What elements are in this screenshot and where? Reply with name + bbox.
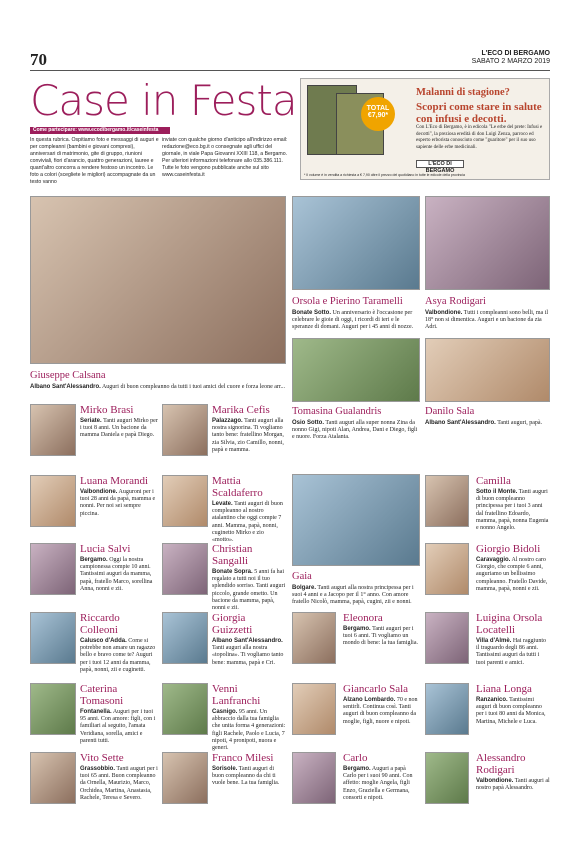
item-photo	[30, 543, 76, 595]
item-name: Luigina Orsola Locatelli	[476, 612, 543, 636]
item-text: Bergamo. Tanti auguri per i tuoi 6 anni. Ti vogliamo un mondo di bene: la tua famiglia.	[343, 626, 418, 647]
item-photo	[30, 752, 76, 804]
item-photo	[30, 404, 76, 456]
ad-headline-2: Scopri come stare in salute con infusi e decotti.	[416, 101, 542, 125]
item-photo	[292, 612, 336, 664]
photo-gaia	[292, 474, 420, 566]
item-name: Caterina Tomasoni	[80, 683, 124, 707]
item-name: Giorgia Guizzetti	[212, 612, 253, 636]
item-text: Palazzago. Tanti auguri alla nostra signorina. Ti vogliamo tanto bene: fratellino Morgan, zia Silvia, zio Camillo, nonni, papà e mamma.	[212, 418, 284, 453]
photo-asya	[425, 196, 550, 290]
item-text: Grassobbio. Tanti auguri per i tuoi 65 anni. Buon compleanno da Ornella, Maurizio, Marco, Orchidea, Martina, Anastasia, Rachele, Teresa e Severo.	[80, 766, 158, 801]
item-photo	[162, 404, 208, 456]
item-text: Casnigo. 95 anni. Un abbraccio dalla tua famiglia che unita forma 4 generazioni: figli Rachele, Paolo e Lucia, 7 nipoti, 4 pronipoti, nuora e generi.	[212, 709, 286, 752]
item-name: Marika Cefis	[212, 404, 270, 416]
header-rule	[30, 70, 550, 71]
photo-taramelli	[292, 196, 420, 290]
item-name: Camilla	[476, 475, 511, 487]
item-text: Bergamo. Oggi la nostra campionessa compie 10 anni. Tantissimi auguri da mamma, papà, fratello Marco, sorellina Anna, nonni e zii.	[80, 557, 153, 592]
advertisement[interactable]	[300, 78, 550, 180]
item-photo	[425, 612, 469, 664]
item-name: Christian Sangalli	[212, 543, 253, 567]
item-name: Liana Longa	[476, 683, 532, 695]
feature-name-taramelli: Orsola e Pierino Taramelli	[292, 296, 403, 307]
page-title: Case in Festa	[30, 76, 297, 125]
item-name: Mattia Scaldaferro	[212, 475, 263, 499]
item-name: Mirko Brasi	[80, 404, 134, 416]
item-photo	[425, 543, 469, 595]
item-name: Eleonora	[343, 612, 383, 624]
item-name: Vito Sette	[80, 752, 124, 764]
item-photo	[292, 683, 336, 735]
ad-logo: L'ECO DI BERGAMO	[416, 160, 464, 168]
intro-bar: Come partecipare: www.ecodibergamo.it/caseinfesta	[30, 127, 170, 134]
item-name: Venni Lanfranchi	[212, 683, 261, 707]
item-name: Giancarlo Sala	[343, 683, 409, 695]
item-text: Bonate Sopra. 5 anni fa hai regalato a tutti noi il tuo splendido sorriso. Tanti auguri piccolo, grande ometto. Un bacione da mamma, papà, nonni e zii.	[212, 569, 286, 612]
item-photo	[30, 612, 76, 664]
item-text: Sorisole. Tanti auguri di buon compleanno da chi ti vuole bene. La tua famiglia.	[212, 766, 280, 787]
item-text: Caravaggio. Al nostro caro Giorgio, che compie 6 anni, auguriamo un bellissimo compleanno. Fratello Davide, mamma, papà, nonni e zii.	[476, 557, 548, 592]
item-photo	[425, 475, 469, 527]
ad-footnote: * Il volume è in vendita a richiesta a € 7,90 oltre il prezzo del quotidiano in tutte le edicole della provincia	[304, 173, 465, 177]
item-photo	[162, 683, 208, 735]
feature-name-danilo: Danilo Sala	[425, 406, 475, 417]
feature-name-asya: Asya Rodigari	[425, 296, 486, 307]
item-name: Franco Milesi	[212, 752, 274, 764]
item-photo	[30, 683, 76, 735]
item-photo	[425, 683, 469, 735]
photo-danilo	[425, 338, 550, 402]
item-photo	[292, 752, 336, 804]
feature-name-calsana: Giuseppe Calsana	[30, 370, 106, 381]
item-text: Valbondione. Tanti auguri al nostro papà Alessandro.	[476, 778, 550, 792]
feature-text-danilo: Albano Sant'Alessandro. Tanti auguri, papà.	[425, 420, 543, 426]
feature-text-taramelli: Bonate Sotto. Un anniversario è l'occasione per celebrare le gioie di oggi, i ricordi di ieri e le speranze di domani. Auguri per i 45 anni di nozze.	[292, 310, 414, 331]
item-text: Fontanella. Auguri per i tuoi 95 anni. Con amore: figli, con i familiari al seguito, l'amata Veridiana, sorella, amici e parenti tutti.	[80, 709, 156, 744]
feature-name-gualandris: Tomasina Gualandris	[292, 406, 382, 417]
intro-text-2: inviate con qualche giorno d'anticipo all'indirizzo email: redazione@eco.bg.it o consegnate agli uffici del giornale, in viale Papa Giovanni XXIII 118, a Bergamo. Per ulteriori informazioni telefonare allo 035.386.111. Tutte le foto vengono pubblicate anche sul sito www.caseinfesta.it	[162, 137, 288, 178]
item-name: Lucia Salvi	[80, 543, 131, 555]
item-photo	[162, 475, 208, 527]
item-photo	[30, 475, 76, 527]
item-text: Seriate. Tanti auguri Mirko per i tuoi 8 anni. Un bacione da mamma Daniela e papà Diego.	[80, 418, 158, 439]
issue-date: SABATO 2 MARZO 2019	[471, 58, 550, 65]
masthead	[400, 50, 550, 66]
feature-text-gualandris: Osio Sotto. Tanti auguri alla super nonna Zina da nonno Gigi, nipoti Alan, Andrea, Dani e Diego, figli e nuore. Forza Atalanta.	[292, 420, 418, 441]
group-photo	[30, 196, 286, 364]
item-name: Riccardo Colleoni	[80, 612, 120, 636]
photo-gualandris	[292, 338, 420, 402]
item-photo	[162, 612, 208, 664]
feature-name-gaia: Gaia	[292, 571, 312, 582]
item-text: Calusco d'Adda. Come si potrebbe non amare un ragazzo bello e bravo come te? Auguri per i tuoi 12 anni da mamma, papà, nonni, zii e cuginetti.	[80, 638, 156, 673]
item-name: Giorgio Bidoli	[476, 543, 541, 555]
item-photo	[162, 543, 208, 595]
ad-text: Con L'Eco di Bergamo, è in edicola "Le erbe del prete: Infusi e decotti", la preziosa eredità di don Luigi Zenza, parroco ed esperto erborista conosciuto come "guaritore" per il suo uso sapiente delle erbe medicinali.	[416, 125, 543, 150]
page-number: 70	[30, 50, 47, 69]
newspaper-name: L'ECO DI BERGAMO	[481, 50, 550, 57]
item-text: Bergamo. Auguri a papà Carlo per i suoi 90 anni. Con affetto: moglie Angela, figli Enzo, Graziella e Germana, consorti e nipoti.	[343, 766, 413, 801]
price-badge: TOTAL €7,90*	[361, 97, 395, 131]
intro-text-1: In questa rubrica. Ospitiamo foto e messaggi di auguri e per compleanni (bambini e giovani compresi), anniversari di matrimonio, gite di gruppo, riunioni conviviali, fiori d'arancio, quattro generazioni, lauree e quant'altro concorra a rendere festoso un incontro. Le foto a colori (scegliete le migliori) accompagnate da un testo vanno	[30, 137, 159, 185]
item-name: Luana Morandi	[80, 475, 149, 487]
feature-text-calsana: Albano Sant'Alessandro. Auguri di buon compleanno da tutti i tuoi amici del cuore e forza leone arr...	[30, 384, 286, 390]
item-text: Albano Sant'Alessandro. Tanti auguri alla nostra «topolina». Ti vogliamo tanto bene: mamma, papà e Cri.	[212, 638, 284, 666]
item-text: Ranzanico. Tantissimi auguri di buon compleanno per i tuoi 80 anni da Monica, Martina, Michele e Luca.	[476, 697, 546, 725]
feature-text-gaia: Bolgare. Tanti auguri alla nostra principessa per i suoi 4 anni e a Jacopo per il 1° anno. Con amore fratello Nicolò, mamma, papà, cugini, zii e nonni.	[292, 585, 414, 606]
ad-headline-1: Malanni di stagione?	[416, 87, 510, 98]
item-photo	[162, 752, 208, 804]
feature-text-asya: Valbondione. Tutti i compleanni sono belli, ma il 18° non si dimentica. Auguri e un bacione da zia Adri.	[425, 310, 549, 331]
item-name: Alessandro Rodigari	[476, 752, 526, 776]
item-photo	[425, 752, 469, 804]
item-text: Alzano Lombardo. 70 e non sentirli. Continua così. Tanti auguri di buon compleanno da moglie, figli, nuore e nipoti.	[343, 697, 418, 725]
item-text: Villa d'Almè. Hai raggiunto il traguardo degli 86 anni. Tantissimi auguri da tutti i tuoi parenti e amici.	[476, 638, 547, 666]
item-name: Carlo	[343, 752, 368, 764]
item-text: Valbondione. Auguroni per i tuoi 28 anni da papà, mamma e nonni. Per noi sei sempre piccina.	[80, 489, 156, 517]
item-text: Levate. Tanti auguri di buon compleanno al nostro atalantino che oggi compie 7 anni. Mamma, papà, nonni, cuginetto Mirko e zio «motto».	[212, 501, 283, 544]
item-text: Sotto il Monte. Tanti auguri di buon compleanno principessa per i tuoi 3 anni dal fratellino Edoardo, mamma, papà, nonna Eugenia e nonno Angelo.	[476, 489, 549, 532]
